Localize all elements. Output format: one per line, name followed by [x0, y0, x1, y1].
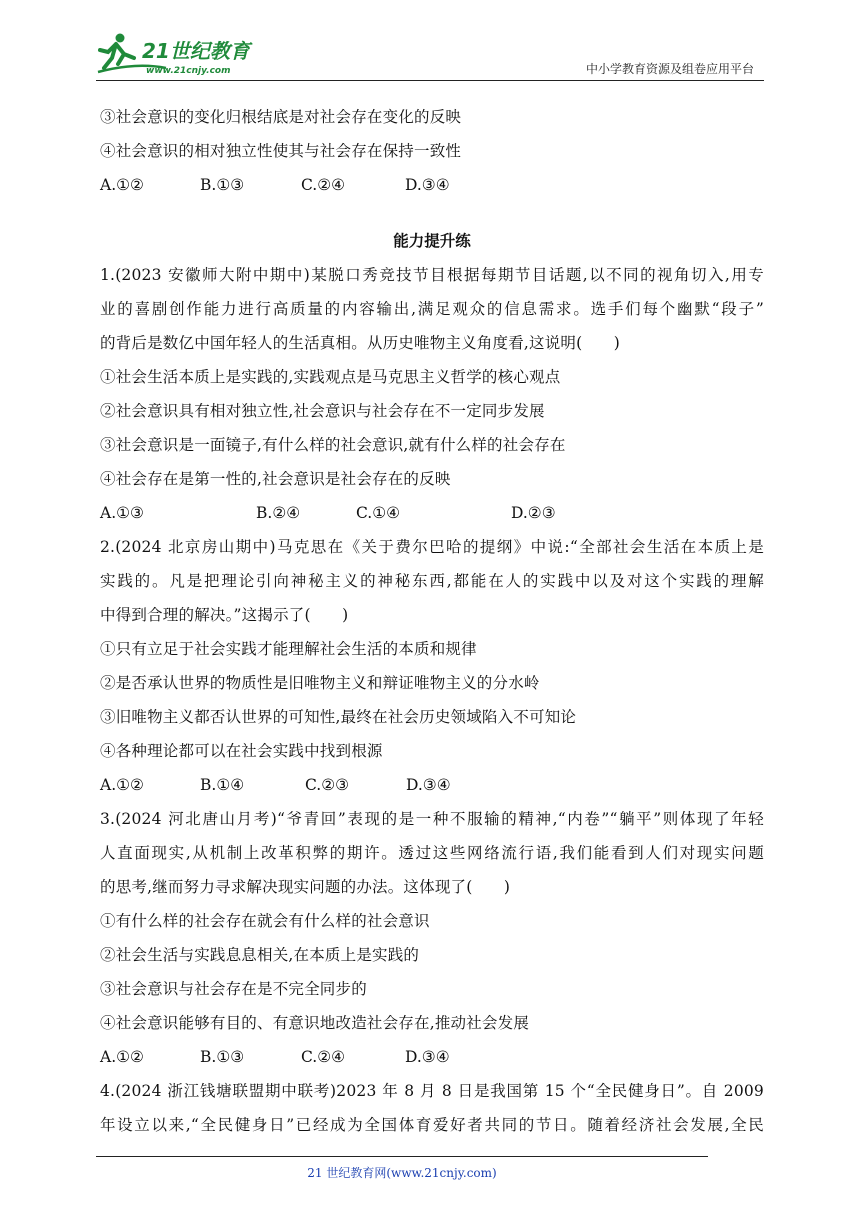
- question-text: 业的喜剧创作能力进行高质量的内容输出,满足观众的信息需求。选手们每个幽默“段子”: [100, 300, 764, 318]
- choice-d: D.③④: [406, 776, 451, 794]
- question-3: [100, 802, 764, 1074]
- logo-text: 21世纪教育: [142, 39, 250, 63]
- answer-choices: [100, 496, 764, 530]
- question-text: 年设立以来,“全民健身日”已经成为全国体育爱好者共同的节日。随着经济社会发展,全民: [100, 1116, 764, 1134]
- question-text: 2.(2024 北京房山期中)马克思在《关于费尔巴哈的提纲》中说:“全部社会生活在本质上是: [100, 538, 764, 556]
- choice-c: C.②④: [301, 176, 346, 194]
- statement-3: ③社会意识是一面镜子,有什么样的社会意识,就有什么样的社会存在: [100, 436, 566, 454]
- question-text: 的思考,继而努力寻求解决现实问题的办法。这体现了( ): [100, 878, 511, 896]
- footer-divider: [96, 1156, 708, 1157]
- choice-b: B.①④: [200, 776, 245, 794]
- statement-1: ①社会生活本质上是实践的,实践观点是马克思主义哲学的核心观点: [100, 368, 561, 386]
- section-title: 能力提升练: [393, 232, 471, 250]
- statement-4: ④社会存在是第一性的,社会意识是社会存在的反映: [100, 470, 451, 488]
- choice-a: A.①②: [100, 776, 144, 794]
- choice-b: B.②④: [256, 504, 301, 522]
- statement-3: ③旧唯物主义都否认世界的可知性,最终在社会历史领域陷入不可知论: [100, 708, 577, 726]
- logo-url: www.21cnjy.com: [146, 66, 231, 76]
- choice-c: C.①④: [356, 504, 401, 522]
- answer-choices: [100, 1040, 764, 1074]
- question-text: 中得到合理的解决。”这揭示了( ): [100, 606, 349, 624]
- choice-c: C.②④: [301, 1048, 346, 1066]
- statement-3: ③社会意识与社会存在是不完全同步的: [100, 980, 367, 998]
- statement-2: ②社会生活与实践息息相关,在本质上是实践的: [100, 946, 420, 964]
- prev-option-4: ④社会意识的相对独立性使其与社会存在保持一致性: [100, 142, 462, 160]
- question-2: [100, 530, 764, 802]
- question-text: 3.(2024 河北唐山月考)“爷青回”表现的是一种不服输的精神,“内卷”“躺平”则体现了年轻: [100, 810, 764, 828]
- answer-choices: [100, 768, 764, 802]
- choice-b: B.①③: [200, 1048, 245, 1066]
- choice-a: A.①②: [100, 176, 144, 194]
- choice-a: A.①③: [100, 504, 144, 522]
- choice-a: A.①②: [100, 1048, 144, 1066]
- statement-4: ④各种理论都可以在社会实践中找到根源: [100, 742, 383, 760]
- page-header: [96, 28, 764, 81]
- question-4: [100, 1074, 764, 1142]
- choice-c: C.②③: [305, 776, 350, 794]
- footer-site-link[interactable]: 21 世纪教育网(www.21cnjy.com): [307, 1166, 497, 1180]
- statement-2: ②是否承认世界的物质性是旧唯物主义和辩证唯物主义的分水岭: [100, 674, 540, 692]
- logo-21cnjy: [96, 28, 266, 80]
- prev-option-3: ③社会意识的变化归根结底是对社会存在变化的反映: [100, 108, 462, 126]
- choice-d: D.②③: [511, 504, 556, 522]
- choice-d: D.③④: [405, 1048, 450, 1066]
- choice-b: B.①③: [200, 176, 245, 194]
- question-text: 实践的。凡是把理论引向神秘主义的神秘东西,都能在人的实践中以及对这个实践的理解: [100, 572, 764, 590]
- statement-4: ④社会意识能够有目的、有意识地改造社会存在,推动社会发展: [100, 1014, 530, 1032]
- header-platform-name: 中小学教育资源及组卷应用平台: [585, 62, 754, 76]
- choice-d: D.③④: [405, 176, 450, 194]
- question-1: [100, 258, 764, 530]
- document-body: [100, 100, 764, 1142]
- question-text: 4.(2024 浙江钱塘联盟期中联考)2023 年 8 月 8 日是我国第 15 个“全民健身日”。自 2009: [100, 1082, 764, 1100]
- question-text: 的背后是数亿中国年轻人的生活真相。从历史唯物主义角度看,这说明( ): [100, 334, 621, 352]
- statement-1: ①只有立足于社会实践才能理解社会生活的本质和规律: [100, 640, 477, 658]
- prev-choices: [100, 168, 764, 202]
- question-text: 人直面现实,从机制上改革积弊的期许。透过这些网络流行语,我们能看到人们对现实问题: [100, 844, 764, 862]
- question-text: 1.(2023 安徽师大附中期中)某脱口秀竞技节目根据每期节目话题,以不同的视角切入,用专: [100, 266, 764, 284]
- statement-1: ①有什么样的社会存在就会有什么样的社会意识: [100, 912, 430, 930]
- statement-2: ②社会意识具有相对独立性,社会意识与社会存在不一定同步发展: [100, 402, 545, 420]
